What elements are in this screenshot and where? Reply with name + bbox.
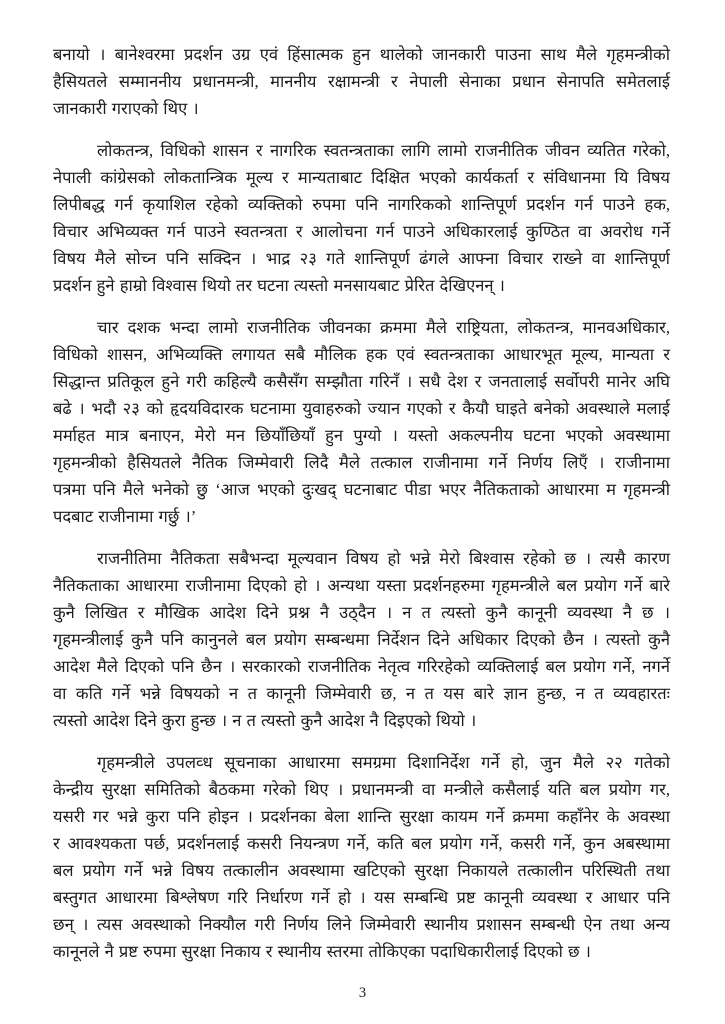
text-line: बढे । भदौ २३ को हृदयविदारक घटनामा युवाहरुको ज्यान गएको र कैयौ घाइते बनेको अवस्थाले मलाई — [53, 399, 670, 418]
text-line: पदबाट राजीनामा गर्छु ।’ — [53, 507, 197, 526]
text-line: छन् । त्यस अवस्थाको निक्यौल गरी निर्णय लिने जिम्मेवारी स्थानीय प्रशासन सम्बन्धी ऐन तथा अन्य — [53, 915, 670, 934]
paragraph-2 — [53, 137, 670, 299]
text-line: बल प्रयोग गर्ने भन्ने विषय तत्कालीन अवस्थामा खटिएको सुरक्षा निकायले तत्कालीन परिस्थिती तथा — [53, 861, 670, 880]
text-line: बस्तुगत आधारमा बिश्लेषण गरि निर्धारण गर्ने हो । यस सम्बन्धि प्रष्ट कानूनी व्यवस्था र आधार पनि — [53, 888, 670, 907]
text-line: चार दशक भन्दा लामो राजनीतिक जीवनका क्रममा मैले राष्ट्रियता, लोकतन्त्र, मानवअधिकार, — [97, 318, 670, 337]
document-body — [53, 41, 670, 980]
text-line: आदेश मैले दिएको पनि छैन । सरकारको राजनीतिक नेतृत्व गरिरहेको व्यक्तिलाई बल प्रयोग गर्ने, नगर्ने — [53, 657, 670, 676]
text-line: हैसियतले सम्माननीय प्रधानमन्त्री, माननीय रक्षामन्त्री र नेपाली सेनाका प्रधान सेनापति समेतलाई — [53, 72, 670, 91]
paragraph-5 — [53, 749, 670, 965]
text-line: लिपीबद्ध गर्न कृयाशिल रहेको व्यक्तिको रुपमा पनि नागरिकको शान्तिपूर्ण प्रदर्शन गर्न पाउने हक, — [53, 195, 670, 214]
text-line: जानकारी गराएको थिए । — [53, 99, 199, 118]
text-line: वा कति गर्ने भन्ने विषयको न त कानूनी जिम्मेवारी छ, न त यस बारे ज्ञान हुन्छ, न त व्यवहारतः — [53, 684, 670, 703]
page-number: 3 — [358, 985, 367, 1001]
text-line: त्यस्तो आदेश दिने कुरा हुन्छ । न त त्यस्तो कुनै आदेश नै दिइएको थियो । — [53, 711, 477, 730]
text-line: पत्रमा पनि मैले भनेको छु ‘आज भएको दुःखद् घटनाबाट पीडा भएर नैतिकताको आधारमा म गृहमन्त्री — [53, 480, 670, 499]
text-line: नैतिकताका आधारमा राजीनामा दिएको हो । अन्यथा यस्ता प्रदर्शनहरुमा गृहमन्त्रीले बल प्रयोग गर्ने बारे — [53, 576, 670, 595]
text-line: कानूनले नै प्रष्ट रुपमा सुरक्षा निकाय र स्थानीय स्तरमा तोकिएका पदाधिकारीलाई दिएको छ । — [53, 942, 591, 961]
text-line: प्रदर्शन हुने हाम्रो विश्वास थियो तर घटना त्यस्तो मनसायबाट प्रेरित देखिएनन् । — [53, 276, 505, 295]
text-line: मर्माहत मात्र बनाएन, मेरो मन छियाँछियाँ हुन पुग्यो । यस्तो अकल्पनीय घटना भएको अवस्थामा — [53, 426, 670, 445]
text-line: कुनै लिखित र मौखिक आदेश दिने प्रश्न नै उठ्दैन । न त त्यस्तो कुनै कानूनी व्यवस्था नै छ । — [53, 603, 670, 622]
text-line: विचार अभिव्यक्त गर्न पाउने स्वतन्त्रता र आलोचना गर्न पाउने अधिकारलाई कुण्ठित वा अवरोध गर्ने — [53, 222, 670, 241]
text-line: सिद्धान्त प्रतिकूल हुने गरी कहिल्यै कसैसँग सम्झौता गरिनँ । सधै देश र जनतालाई सर्वोपरी मानेर अघि — [53, 372, 670, 391]
text-line: विषय मैले सोच्न पनि सक्दिन । भाद्र २३ गते शान्तिपूर्ण ढंगले आफ्ना विचार राख्ने वा शान्तिपूर्ण — [53, 249, 670, 268]
paragraph-3 — [53, 314, 670, 530]
text-line: लोकतन्त्र, विधिको शासन र नागरिक स्वतन्त्रताका लागि लामो राजनीतिक जीवन व्यतित गरेको, — [97, 141, 670, 160]
text-line: राजनीतिमा नैतिकता सबैभन्दा मूल्यवान विषय हो भन्ने मेरो बिश्वास रहेको छ । त्यसै कारण — [97, 549, 670, 568]
text-line: गृहमन्त्रीलाई कुनै पनि कानुनले बल प्रयोग सम्बन्धमा निर्देशन दिने अधिकार दिएको छैन । त्यस्तो कुनै — [53, 630, 670, 649]
text-line: गृहमन्त्रीको हैसियतले नैतिक जिम्मेवारी लिदै मैले तत्काल राजीनामा गर्ने निर्णय लिएँ । राजीनामा — [53, 453, 670, 472]
text-line: नेपाली कांग्रेसको लोकतान्त्रिक मूल्य र मान्यताबाट दिक्षित भएको कार्यकर्ता र संविधानमा यि विषय — [53, 168, 670, 187]
text-line: विधिको शासन, अभिव्यक्ति लगायत सबै मौलिक हक एवं स्वतन्त्रताका आधारभूत मूल्य, मान्यता र — [53, 345, 670, 364]
text-line: बनायो । बानेश्वरमा प्रदर्शन उग्र एवं हिंसात्मक हुन थालेको जानकारी पाउना साथ मैले गृहमन्त्रीको — [53, 45, 670, 64]
paragraph-1 — [53, 41, 670, 122]
text-line: गृहमन्त्रीले उपलव्ध सूचनाका आधारमा समग्रमा दिशानिर्देश गर्ने हो, जुन मैले २२ गतेको — [97, 753, 670, 772]
text-line: केन्द्रीय सुरक्षा समितिको बैठकमा गरेको थिए । प्रधानमन्त्री वा मन्त्रीले कसैलाई यति बल प्रयोग गर, — [53, 780, 670, 799]
paragraph-4 — [53, 545, 670, 734]
text-line: र आवश्यकता पर्छ, प्रदर्शनलाई कसरी नियन्त्रण गर्ने, कति बल प्रयोग गर्ने, कसरी गर्ने, कुन अबस्थामा — [53, 834, 670, 853]
text-line: यसरी गर भन्ने कुरा पनि होइन । प्रदर्शनका बेला शान्ति सुरक्षा कायम गर्ने क्रममा कहाँनेर के अवस्था — [53, 807, 670, 826]
